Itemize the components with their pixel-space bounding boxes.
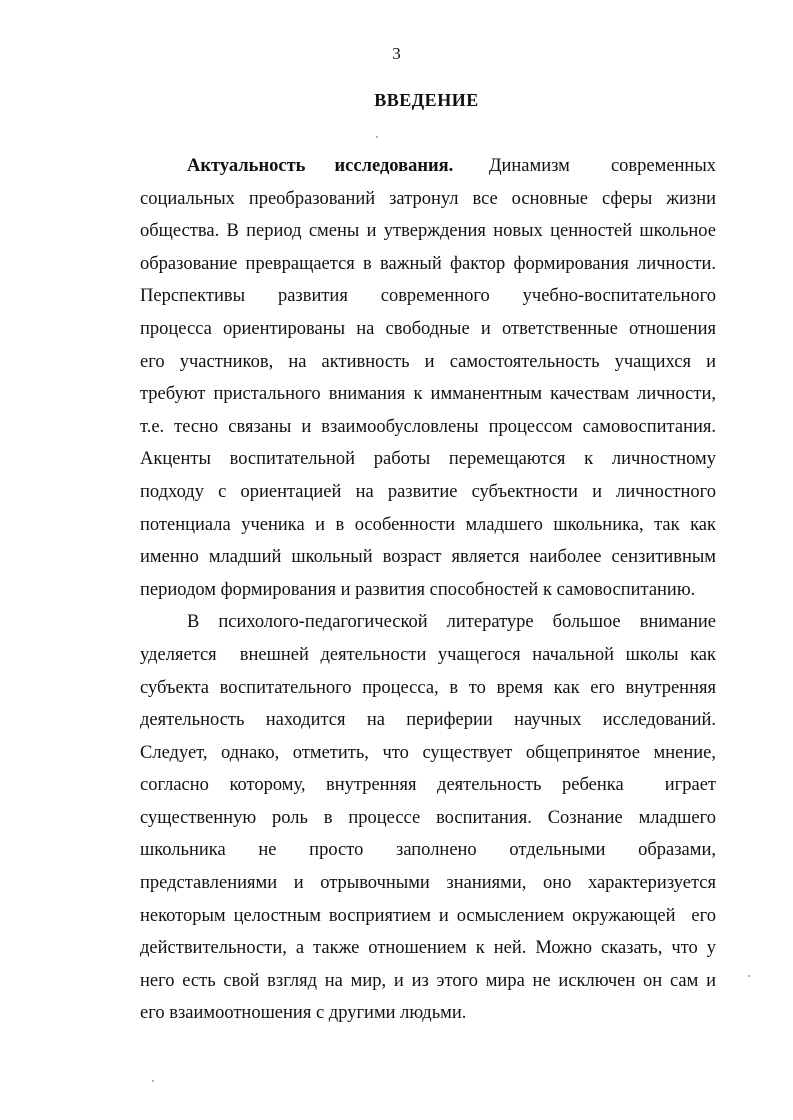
paragraph-relevance: [140, 150, 716, 606]
paragraph-literature: [140, 606, 716, 1030]
text-line: некоторым целостным восприятием и осмыслением окружающей его: [140, 905, 716, 926]
text-line: периодом формирования и развития способностей к самовоспитанию.: [140, 579, 696, 600]
text-line: именно младший школьный возраст является наиболее сензитивным: [140, 547, 716, 568]
text-line: деятельность находится на периферии научных исследований.: [140, 710, 716, 731]
text-line: Акценты воспитательной работы перемещаются к личностному: [140, 449, 716, 470]
text-line: Перспективы развития современного учебно-воспитательного: [140, 286, 716, 307]
text-line: субъекта воспитательного процесса, в то время как его внутренняя: [140, 677, 716, 698]
text-line: требуют пристального внимания к имманентным качествам личности,: [140, 384, 716, 405]
page-number: 3: [392, 44, 401, 63]
text-line: социальных преобразований затронул все основные сферы жизни: [140, 188, 716, 209]
text-line: уделяется внешней деятельности учащегося начальной школы как: [140, 644, 716, 665]
text-line: общества. В период смены и утверждения новых ценностей школьное: [140, 221, 716, 242]
lead-bold-phrase: Актуальность исследования.: [187, 156, 454, 176]
text-line: его взаимоотношения с другими людьми.: [140, 1003, 467, 1024]
text-line: [140, 150, 716, 183]
scan-speck: [376, 136, 378, 138]
text-line: образование превращается в важный фактор формирования личности.: [140, 253, 716, 274]
text-line: его участников, на активность и самостоятельность учащихся и: [140, 351, 716, 372]
body-text: [140, 150, 716, 1030]
text-line: представлениями и отрывочными знаниями, оно характеризуется: [140, 873, 716, 894]
section-heading: ВВЕДЕНИЕ: [374, 90, 479, 110]
text-line: существенную роль в процессе воспитания. Сознание младшего: [140, 807, 716, 828]
text-line: школьника не просто заполнено отдельными образами,: [140, 840, 716, 861]
text-line: действительности, а также отношением к ней. Можно сказать, что у: [140, 938, 716, 959]
scan-speck: [152, 1080, 154, 1082]
text-line: подходу с ориентацией на развитие субъектности и личностного: [140, 481, 716, 502]
text-line: Следует, однако, отметить, что существует общепринятое мнение,: [140, 742, 716, 763]
text-line: В психолого-педагогической литературе большое внимание: [187, 612, 716, 633]
text-line: потенциала ученика и в особенности младшего школьника, так как: [140, 514, 716, 535]
scan-speck: [748, 975, 750, 977]
text-line: процесса ориентированы на свободные и ответственные отношения: [140, 318, 716, 339]
text-line-fragment: Динамизм современных: [488, 156, 717, 176]
text-line: согласно которому, внутренняя деятельность ребенка играет: [140, 775, 716, 796]
text-line: т.е. тесно связаны и взаимообусловлены процессом самовоспитания.: [140, 416, 716, 437]
text-line: него есть свой взгляд на мир, и из этого мира не исключен он сам и: [140, 970, 716, 991]
